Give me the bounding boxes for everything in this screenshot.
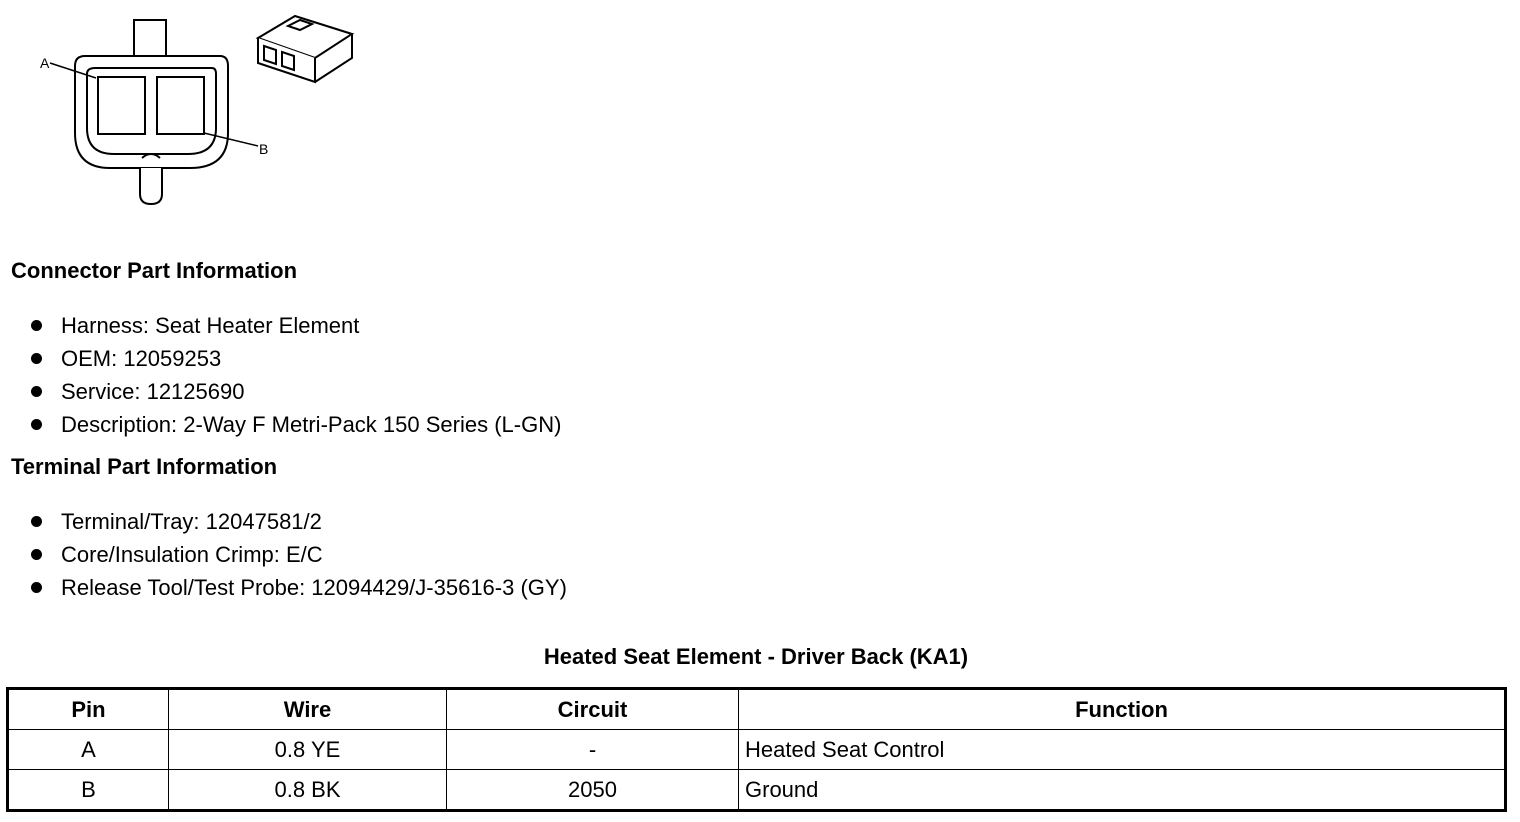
- cell-circuit: 2050: [447, 770, 739, 811]
- top-latch-shape: [134, 20, 166, 59]
- cell-pin: A: [8, 730, 169, 770]
- cavity-a-shape: [98, 77, 145, 134]
- cell-function: Ground: [739, 770, 1506, 811]
- cell-circuit: -: [447, 730, 739, 770]
- list-item-text: Terminal/Tray: 12047581/2: [61, 509, 322, 534]
- column-header-circuit: Circuit: [447, 689, 739, 730]
- isometric-connector-icon: [258, 16, 352, 82]
- connector-part-info-list: [0, 309, 561, 441]
- table-row: [8, 770, 1506, 811]
- terminal-part-info-list: [0, 505, 567, 604]
- bullet-icon: [31, 419, 42, 430]
- cell-pin: B: [8, 770, 169, 811]
- list-item: [0, 408, 561, 441]
- list-item: [0, 538, 567, 571]
- list-item-text: OEM: 12059253: [61, 346, 222, 371]
- cell-function: Heated Seat Control: [739, 730, 1506, 770]
- bullet-icon: [31, 549, 42, 560]
- connector-part-info-title: Connector Part Information: [11, 258, 298, 283]
- list-item: [0, 505, 567, 538]
- cavity-b-shape: [157, 77, 204, 134]
- bullet-icon: [31, 516, 42, 527]
- list-item: [0, 375, 561, 408]
- list-item: [0, 571, 567, 604]
- list-item-text: Service: 12125690: [61, 379, 245, 404]
- list-item: [0, 309, 561, 342]
- list-item-text: Harness: Seat Heater Element: [61, 313, 360, 338]
- list-item: [0, 342, 561, 375]
- list-item-text: Description: 2-Way F Metri-Pack 150 Series (L-GN): [61, 412, 562, 437]
- table-header-row: [8, 689, 1506, 730]
- bottom-key-shape: [140, 168, 162, 204]
- connector-diagram: [30, 8, 370, 213]
- pinout-table-title: Heated Seat Element - Driver Back (KA1): [543, 644, 969, 669]
- table-row: [8, 730, 1506, 770]
- bullet-icon: [31, 353, 42, 364]
- list-item-text: Core/Insulation Crimp: E/C: [61, 542, 323, 567]
- pin-a-label: A: [40, 55, 50, 71]
- column-header-wire: Wire: [169, 689, 447, 730]
- cell-wire: 0.8 BK: [169, 770, 447, 811]
- bullet-icon: [31, 582, 42, 593]
- pinout-table: [6, 687, 1507, 812]
- column-header-function: Function: [739, 689, 1506, 730]
- bullet-icon: [31, 386, 42, 397]
- column-header-pin: Pin: [8, 689, 169, 730]
- cell-wire: 0.8 YE: [169, 730, 447, 770]
- bullet-icon: [31, 320, 42, 331]
- connector-face-drawing: [30, 8, 370, 213]
- pin-b-label: B: [259, 141, 269, 157]
- list-item-text: Release Tool/Test Probe: 12094429/J-35616-3 (GY): [61, 575, 567, 600]
- terminal-part-info-title: Terminal Part Information: [11, 454, 278, 479]
